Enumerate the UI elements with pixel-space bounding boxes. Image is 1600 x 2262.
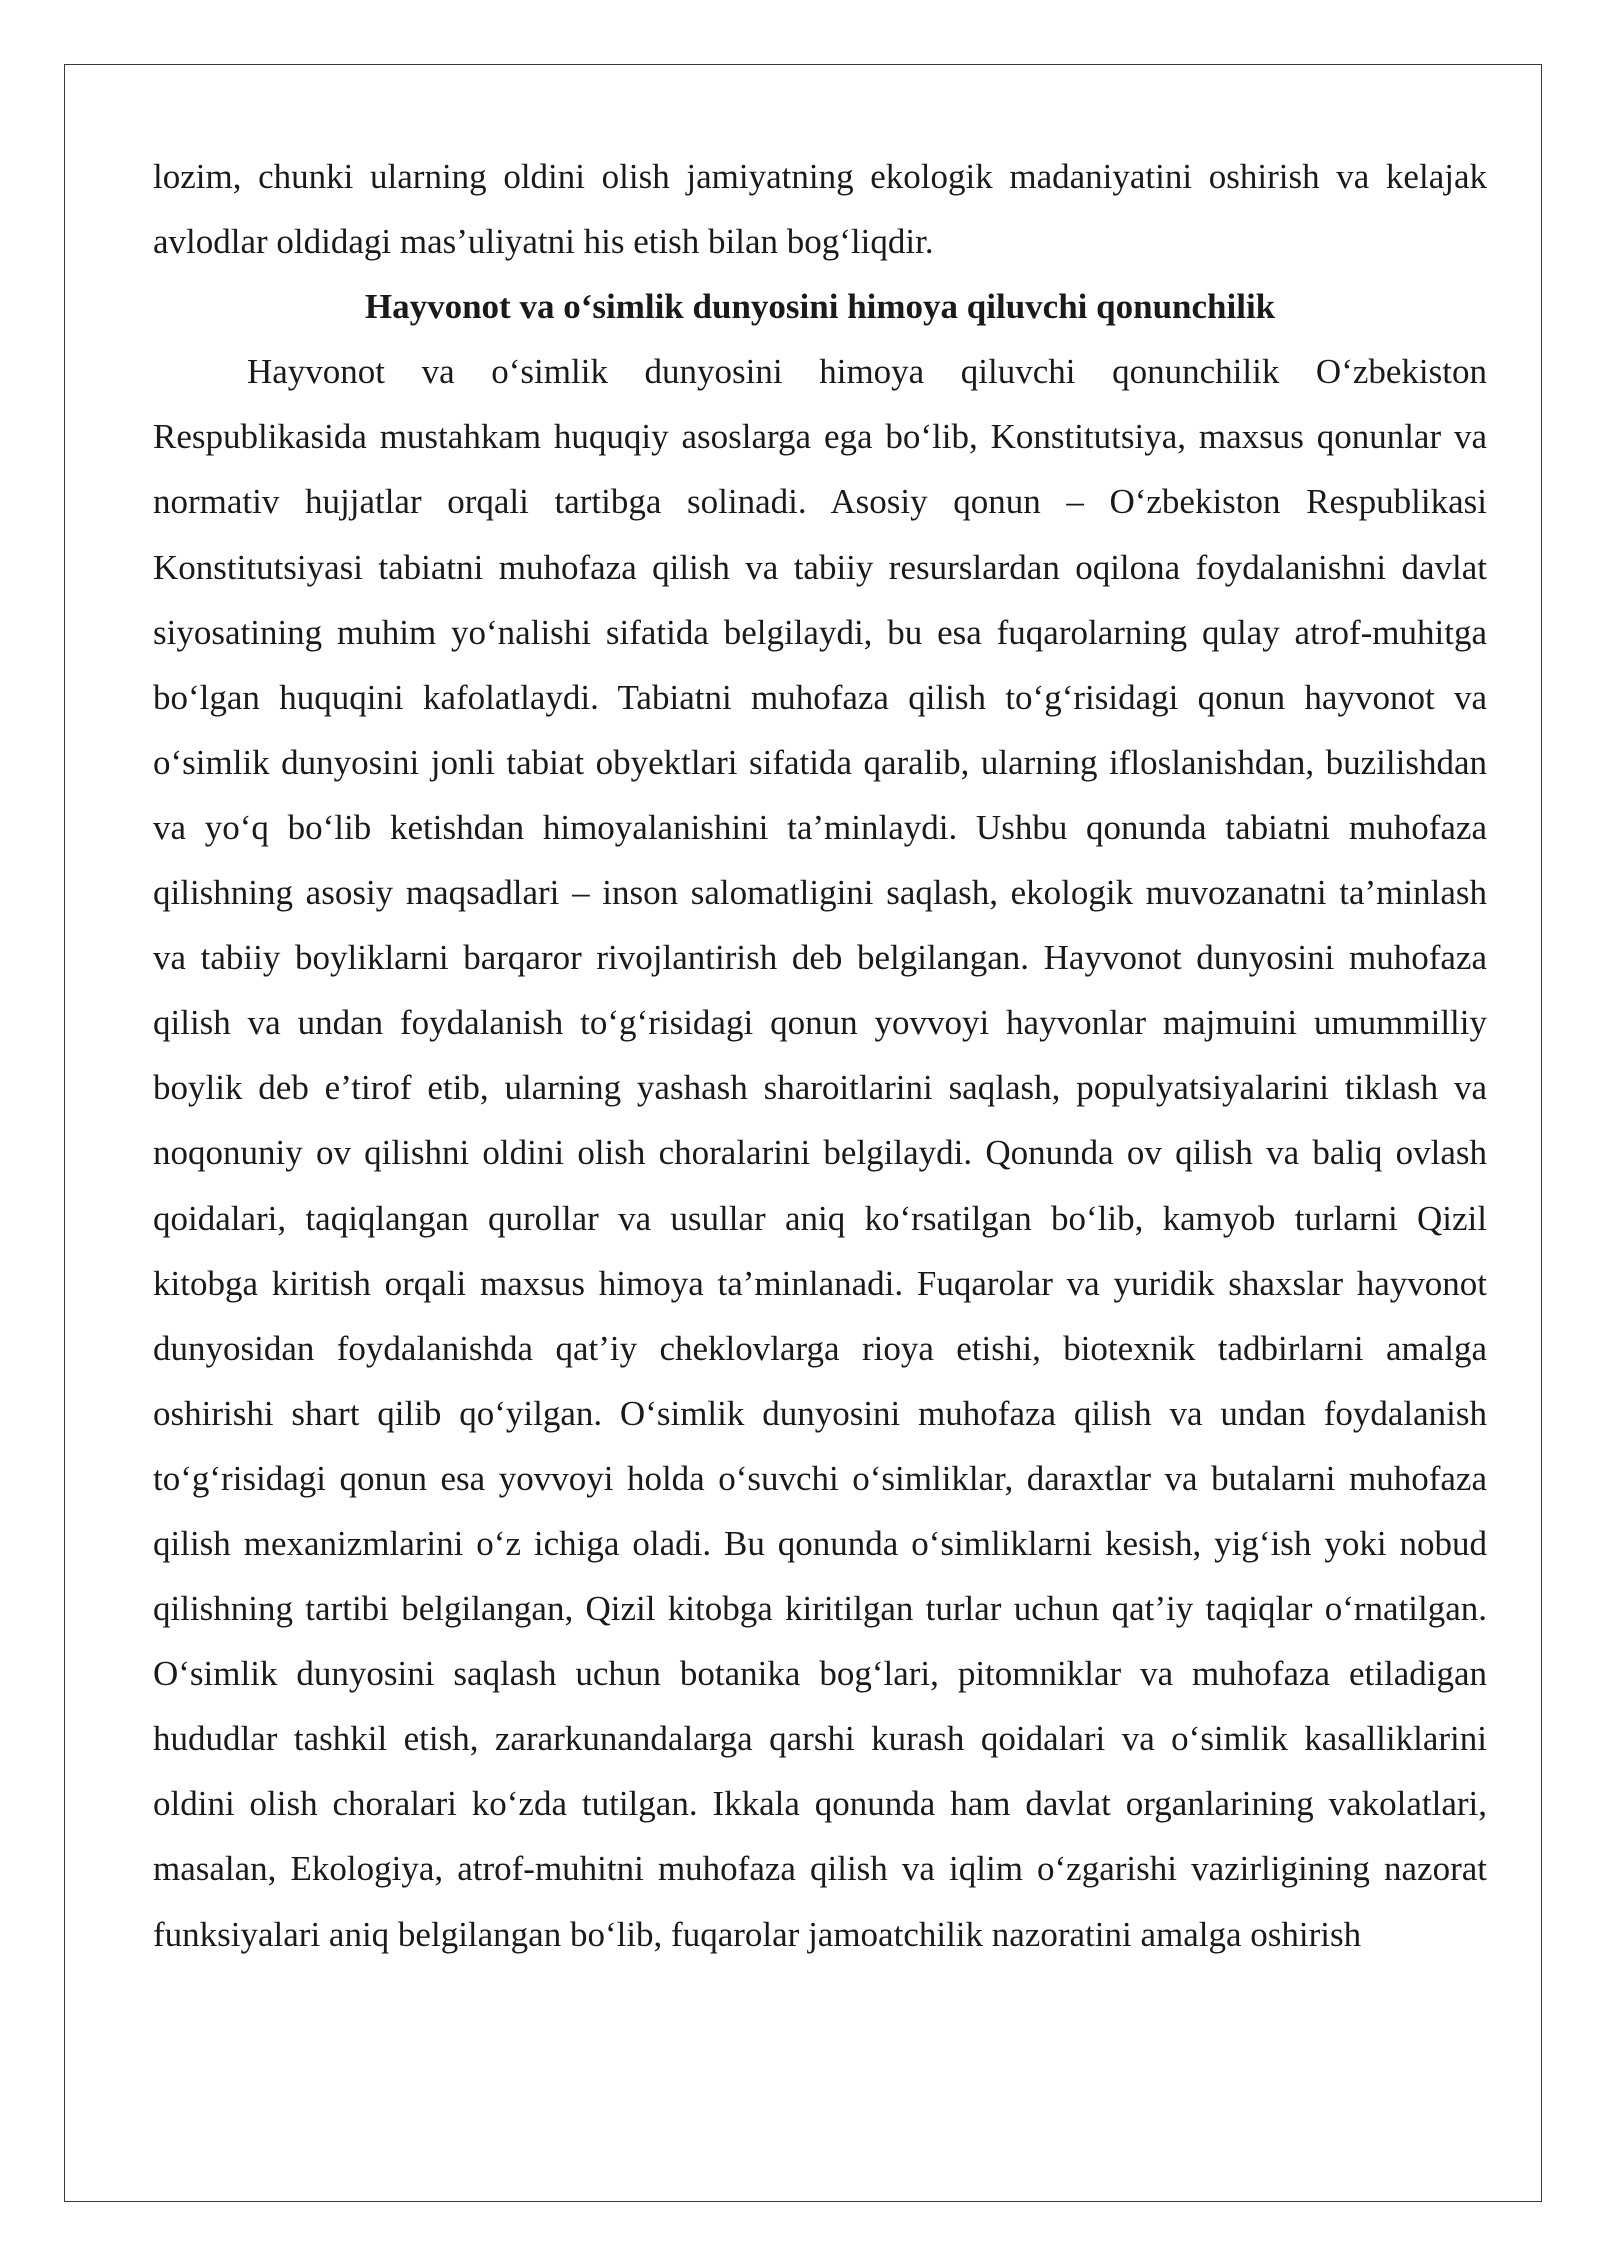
- document-body: [153, 144, 1487, 1967]
- main-paragraph: Hayvonot va o‘simlik dunyosini himoya qiluvchi qonunchilik O‘zbekiston Respublikasida mustahkam huquqiy asoslarga ega bo‘lib, Konstitutsiya, maxsus qonunlar va normativ hujjatlar orqali tartibga solinadi. Asosiy qonun – O‘zbekiston Respublikasi Konstitutsiyasi tabiatni muhofaza qilish va tabiiy resurslardan oqilona foydalanishni davlat siyosatining muhim yo‘nalishi sifatida belgilaydi, bu esa fuqarolarning qulay atrof-muhitga bo‘lgan huquqini kafolatlaydi. Tabiatni muhofaza qilish to‘g‘risidagi qonun hayvonot va o‘simlik dunyosini jonli tabiat obyektlari sifatida qaralib, ularning ifloslanishdan, buzilishdan va yo‘q bo‘lib ketishdan himoyalanishini ta’minlaydi. Ushbu qonunda tabiatni muhofaza qilishning asosiy maqsadlari – inson salomatligini saqlash, ekologik muvozanatni ta’minlash va tabiiy boyliklarni barqaror rivojlantirish deb belgilangan. Hayvonot dunyosini muhofaza qilish va undan foydalanish to‘g‘risidagi qonun yovvoyi hayvonlar majmuini umummilliy boylik deb e’tirof etib, ularning yashash sharoitlarini saqlash, populyatsiyalarini tiklash va noqonuniy ov qilishni oldini olish choralarini belgilaydi. Qonunda ov qilish va baliq ovlash qoidalari, taqiqlangan qurollar va usullar aniq ko‘rsatilgan bo‘lib, kamyob turlarni Qizil kitobga kiritish orqali maxsus himoya ta’minlanadi. Fuqarolar va yuridik shaxslar hayvonot dunyosidan foydalanishda qat’iy cheklovlarga rioya etishi, biotexnik tadbirlarni amalga oshirishi shart qilib qo‘yilgan. O‘simlik dunyosini muhofaza qilish va undan foydalanish to‘g‘risidagi qonun esa yovvoyi holda o‘suvchi o‘simliklar, daraxtlar va butalarni muhofaza qilish mexanizmlarini o‘z ichiga oladi. Bu qonunda o‘simliklarni kesish, yig‘ish yoki nobud qilishning tartibi belgilangan, Qizil kitobga kiritilgan turlar uchun qat’iy taqiqlar o‘rnatilgan. O‘simlik dunyosini saqlash uchun botanika bog‘lari, pitomniklar va muhofaza etiladigan hududlar tashkil etish, zararkunandalarga qarshi kurash qoidalari va o‘simlik kasalliklarini oldini olish choralari ko‘zda tutilgan. Ikkala qonunda ham davlat organlarining vakolatlari, masalan, Ekologiya, atrof-muhitni muhofaza qilish va iqlim o‘zgarishi vazirligining nazorat funksiyalari aniq belgilangan bo‘lib, fuqarolar jamoatchilik nazoratini amalga oshirish: [153, 352, 1487, 1954]
- section-heading: Hayvonot va o‘simlik dunyosini himoya qiluvchi qonunchilik: [364, 287, 1276, 327]
- continuation-paragraph: lozim, chunki ularning oldini olish jamiyatning ekologik madaniyatini oshirish va kelajak avlodlar oldidagi mas’uliyatni his etish bilan bog‘liqdir.: [153, 157, 1487, 262]
